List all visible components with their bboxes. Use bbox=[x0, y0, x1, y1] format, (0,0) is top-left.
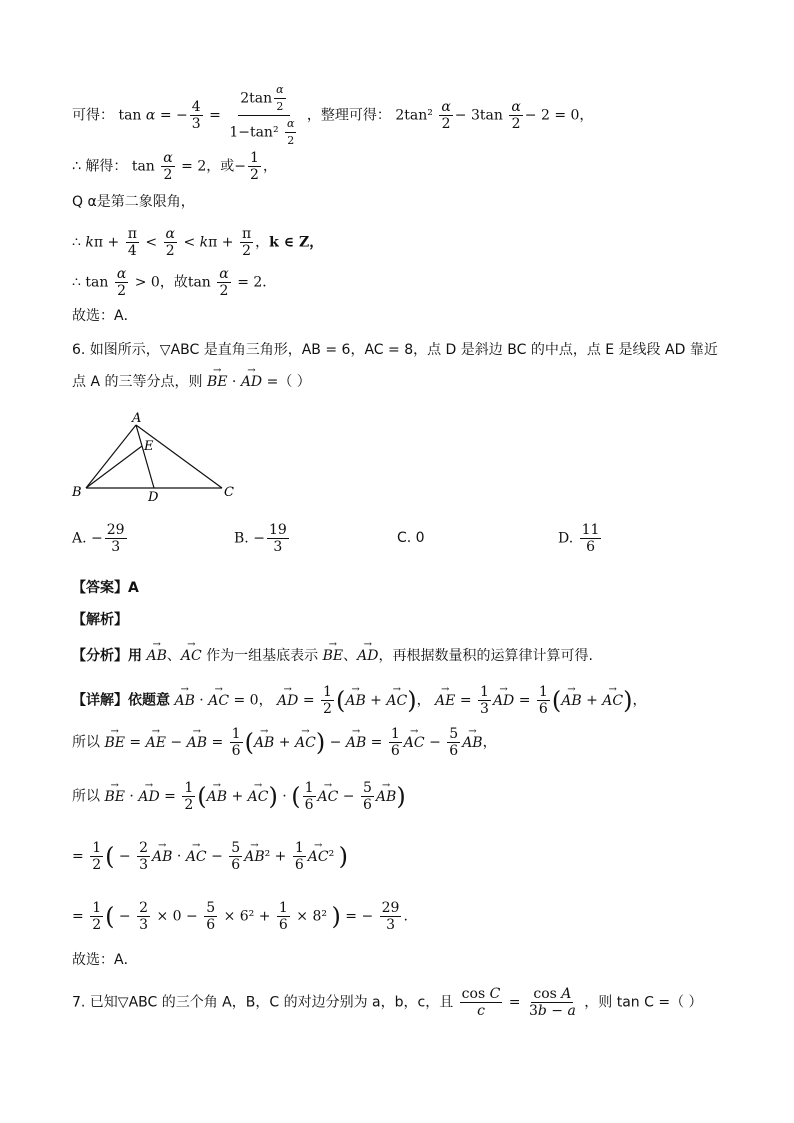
q6-text2-end: =（ ） bbox=[266, 374, 311, 390]
line2-mid: ，或 bbox=[206, 158, 235, 175]
detail-l2-prefix: 所以 bbox=[72, 734, 100, 751]
label-b: B bbox=[72, 485, 82, 500]
label-d: D bbox=[148, 490, 159, 503]
q7-text-end: ，则 tan C =（ ） bbox=[584, 994, 703, 1011]
label-c: C bbox=[224, 485, 234, 500]
detail-label: 【详解】依题意 bbox=[72, 692, 170, 709]
analysis-title: 【解析】 bbox=[72, 612, 128, 628]
line2-prefix: ∴ 解得： bbox=[72, 158, 128, 175]
line1-mid: ，整理可得： bbox=[306, 107, 391, 124]
answer-label: 【答案】A bbox=[72, 580, 139, 596]
detail-line-1: 【详解】依题意 → AB · → AC = 0， → AD = $\frac{1}{2}$ (→ AB + → AC)， → AE = $\frac{1}{3}$ → AD = $\frac{1}{6}$ (→ AB + → AC)， bbox=[72, 684, 646, 717]
detail-line-5: = $\frac{1}{2}$ ( − $\frac{2}{3}$ × 0 − $\frac{5}{6}$ × 6² + $\frac{1}{6}$ × 8² ) = − $\frac{29}{3}$ . bbox=[72, 900, 408, 933]
choice-a: A. − $\frac{29}{3}$ bbox=[72, 522, 125, 555]
line5-prefix: ∴ bbox=[72, 274, 86, 291]
analysis-text-end: ，再根据数量积的运算律计算可得. bbox=[378, 648, 593, 664]
analysis-text: 作为一组基底表示 bbox=[206, 648, 319, 664]
derivation-line-1: 可得： tan α = − $\frac{4}{3}$ = 2tan $\frac{\alpha}{2}$ 1−tan² $\frac{\alpha}{2}$ ，整理可得： 2tan² $\frac{\alpha}{2}$ − 3tan $\frac{\alpha}{2}$ − 2 = 0， bbox=[72, 83, 594, 147]
derivation-line-2: ∴ 解得： tan $\frac{\alpha}{2}$ = 2，或− $\frac{1}{2}$ ， bbox=[72, 150, 277, 183]
q7-text: 7. 已知▽ABC 的三个角 A，B，C 的对边分别为 a，b，c，且 bbox=[72, 994, 454, 1011]
detail-line-2: 所以 → BE = → AE − → AB = $\frac{1}{6}$ (→ AB + → AC) − → AB = $\frac{1}{6}$ → AC − $\frac{5}{6}$ → AB， bbox=[72, 726, 497, 759]
choice-d: D. $\frac{11}{6}$ bbox=[558, 522, 600, 555]
conclusion-q6: 故选：A． bbox=[72, 952, 138, 968]
line5-mid: ，故 bbox=[159, 274, 188, 291]
detail-line-4: = $\frac{1}{2}$ ( − $\frac{2}{3}$ → AB · → AC − $\frac{5}{6}$ → AB² + $\frac{1}{6}$ → AC² ) bbox=[72, 840, 348, 873]
derivation-line-3: Q α是第二象限角， bbox=[72, 194, 195, 210]
triangle-figure bbox=[70, 408, 240, 503]
q6-text2: 点 A 的三等分点，则 bbox=[72, 374, 203, 390]
detail-l3-prefix: 所以 bbox=[72, 788, 100, 805]
label-e: E bbox=[144, 439, 154, 454]
q6-text-line2: 点 A 的三等分点，则 → BE · → AD =（ ） bbox=[72, 372, 311, 392]
derivation-line-5: ∴ tan $\frac{\alpha}{2}$ > 0，故tan $\frac{\alpha}{2}$ = 2． bbox=[72, 266, 277, 299]
conclusion-q5: 故选：A． bbox=[72, 308, 138, 324]
line1-prefix: 可得： bbox=[72, 107, 114, 124]
derivation-line-4: ∴ kπ + $\frac{\pi}{4}$ < $\frac{\alpha}{2}$ < kπ + $\frac{\pi}{2}$ ，k ∈ Z， bbox=[72, 226, 324, 259]
label-a: A bbox=[132, 411, 142, 426]
q6-text-line1: 6. 如图所示，▽ABC 是直角三角形，AB = 6，AC = 8，点 D 是斜边 BC 的中点，点 E 是线段 AD 靠近 bbox=[72, 342, 718, 358]
analysis-line: 【分析】用 → AB、→ AC 作为一组基底表示 → BE、→ AD，再根据数量积的运算律计算可得. bbox=[72, 646, 593, 666]
q7-line: 7. 已知▽ABC 的三个角 A，B，C 的对边分别为 a，b，c，且 $\frac{\text{cos C}}{c}$ = $\frac{\text{cos A}}{3b - a}$ ，则 tan C =（ ） bbox=[72, 986, 703, 1019]
choice-c: C. 0 bbox=[397, 530, 425, 546]
detail-line-3: 所以 → BE · → AD = $\frac{1}{2}$ (→ AB + → AC) · ( $\frac{1}{6}$ → AC − $\frac{5}{6}$ → AB) bbox=[72, 780, 406, 813]
choice-b: B. − $\frac{19}{3}$ bbox=[234, 522, 287, 555]
line4-k-range: k ∈ Z， bbox=[269, 234, 324, 251]
analysis-label: 【分析】用 bbox=[72, 648, 142, 664]
